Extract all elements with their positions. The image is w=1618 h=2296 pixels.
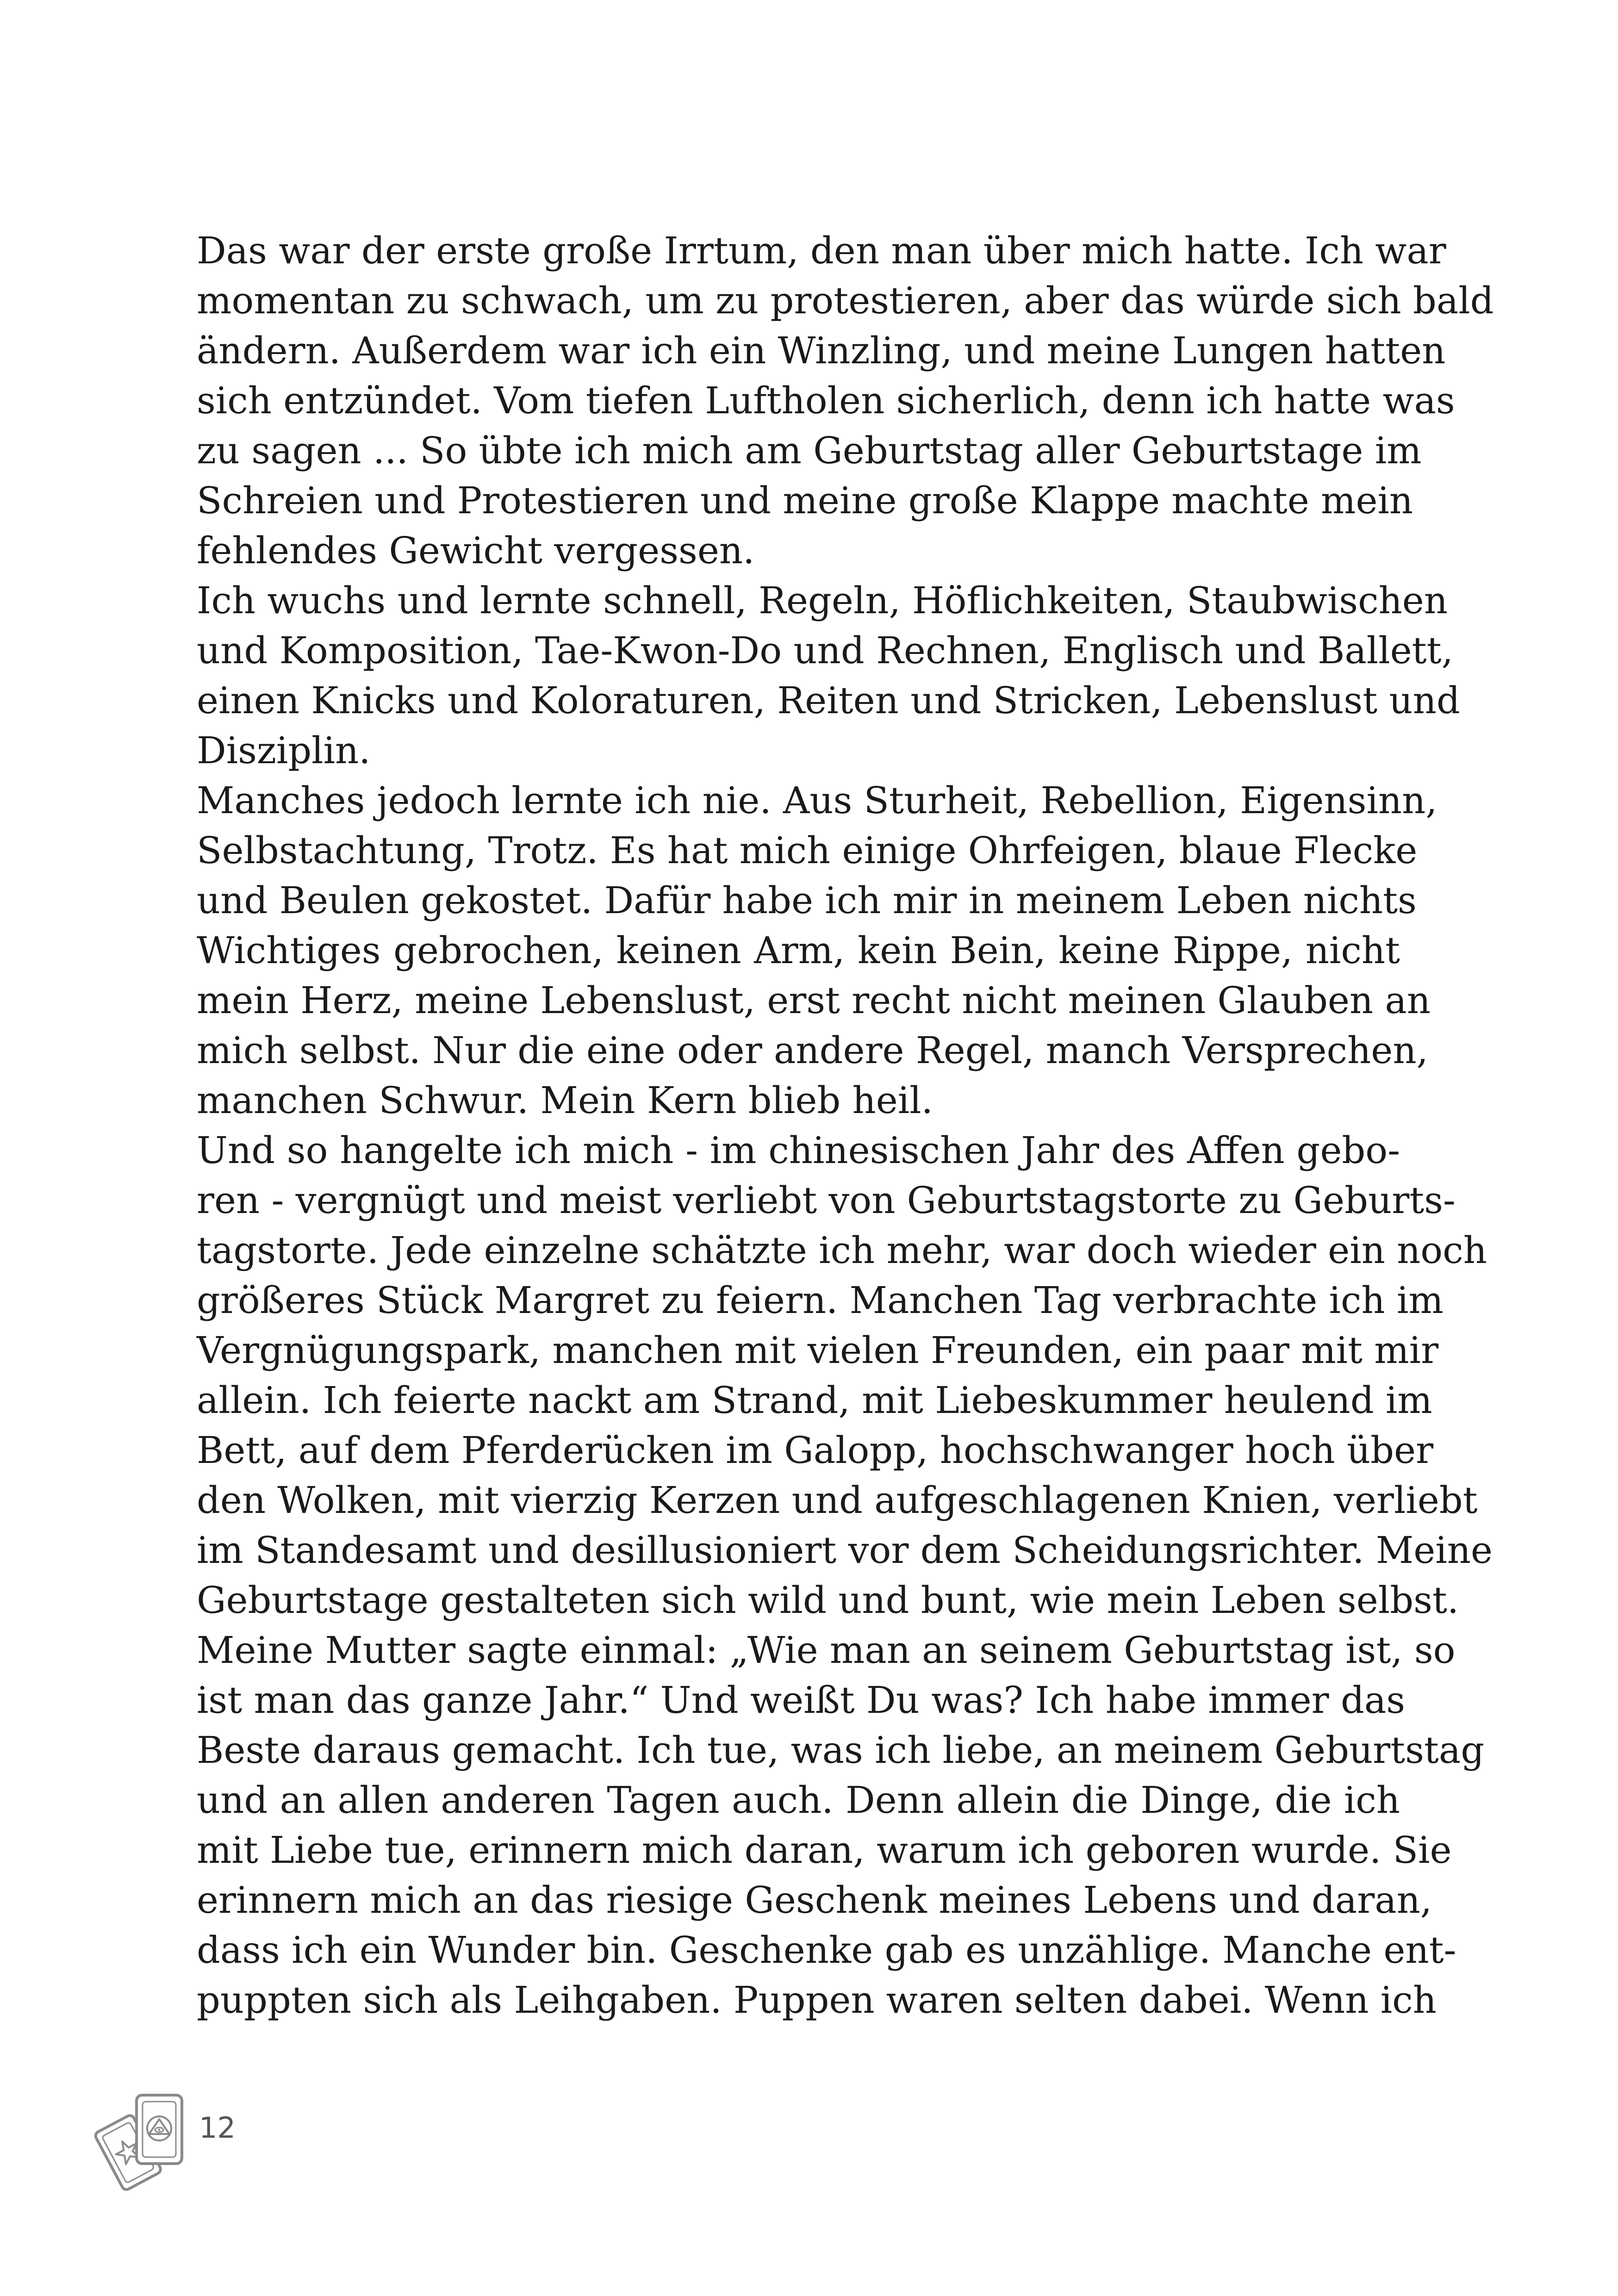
text-line: Das war der erste große Irrtum, den man über mich hatte. Ich war bbox=[197, 229, 1446, 272]
text-line: ist man das ganze Jahr.“ Und weißt Du was? Ich habe immer das bbox=[197, 1679, 1406, 1722]
text-line: größeres Stück Margret zu feiern. Manchen Tag verbrachte ich im bbox=[197, 1279, 1444, 1322]
text-line: einen Knicks und Koloraturen, Reiten und Stricken, Lebenslust und bbox=[197, 679, 1460, 722]
text-line: manchen Schwur. Mein Kern blieb heil. bbox=[197, 1079, 933, 1122]
text-line: mein Herz, meine Lebenslust, erst recht nicht meinen Glauben an bbox=[197, 979, 1431, 1022]
text-line: Selbstachtung, Trotz. Es hat mich einige Ohrfeigen, blaue Flecke bbox=[197, 829, 1418, 872]
text-line: Disziplin. bbox=[197, 729, 371, 772]
page-number: 12 bbox=[199, 2111, 236, 2145]
text-line: Und so hangelte ich mich - im chinesischen Jahr des Affen gebo- bbox=[197, 1129, 1400, 1172]
text-line: den Wolken, mit vierzig Kerzen und aufgeschlagenen Knien, verliebt bbox=[197, 1479, 1478, 1522]
body-text bbox=[197, 226, 1494, 2025]
text-line: Geburtstage gestalteten sich wild und bunt, wie mein Leben selbst. bbox=[197, 1579, 1459, 1622]
text-line: Beste daraus gemacht. Ich tue, was ich liebe, an meinem Geburtstag bbox=[197, 1729, 1485, 1772]
text-line: Vergnügungspark, manchen mit vielen Freunden, ein paar mit mir bbox=[197, 1329, 1439, 1372]
text-line: tagstorte. Jede einzelne schätzte ich mehr, war doch wieder ein noch bbox=[197, 1229, 1487, 1272]
text-line: sich entzündet. Vom tiefen Luftholen sicherlich, denn ich hatte was bbox=[197, 379, 1455, 422]
text-line: Schreien und Protestieren und meine große Klappe machte mein bbox=[197, 479, 1413, 522]
text-line: puppten sich als Leihgaben. Puppen waren selten dabei. Wenn ich bbox=[197, 1979, 1437, 2022]
text-line: allein. Ich feierte nackt am Strand, mit Liebeskummer heulend im bbox=[197, 1379, 1432, 1422]
text-line: zu sagen ... So übte ich mich am Geburtstag aller Geburtstage im bbox=[197, 429, 1422, 472]
text-line: und Komposition, Tae-Kwon-Do und Rechnen, Englisch und Ballett, bbox=[197, 629, 1453, 672]
text-line: ändern. Außerdem war ich ein Winzling, und meine Lungen hatten bbox=[197, 329, 1446, 372]
text-line: mich selbst. Nur die eine oder andere Regel, manch Versprechen, bbox=[197, 1029, 1428, 1072]
text-line: momentan zu schwach, um zu protestieren, aber das würde sich bald bbox=[197, 279, 1494, 322]
text-line: fehlendes Gewicht vergessen. bbox=[197, 529, 755, 572]
text-line: dass ich ein Wunder bin. Geschenke gab es unzählige. Manche ent- bbox=[197, 1929, 1456, 1972]
text-line: Ich wuchs und lernte schnell, Regeln, Höflichkeiten, Staubwischen bbox=[197, 579, 1448, 622]
text-line: ren - vergnügt und meist verliebt von Geburtstagstorte zu Geburts- bbox=[197, 1179, 1456, 1222]
text-line: und Beulen gekostet. Dafür habe ich mir in meinem Leben nichts bbox=[197, 879, 1417, 922]
text-line: Meine Mutter sagte einmal: „Wie man an seinem Geburtstag ist, so bbox=[197, 1629, 1456, 1672]
text-line: mit Liebe tue, erinnern mich daran, warum ich geboren wurde. Sie bbox=[197, 1829, 1452, 1872]
text-line: im Standesamt und desillusioniert vor dem Scheidungsrichter. Meine bbox=[197, 1529, 1493, 1572]
text-line: Manches jedoch lernte ich nie. Aus Sturheit, Rebellion, Eigensinn, bbox=[197, 779, 1438, 822]
text-line: Wichtiges gebrochen, keinen Arm, kein Bein, keine Rippe, nicht bbox=[197, 929, 1400, 972]
tarot-cards-icon bbox=[90, 2085, 192, 2191]
text-line: Bett, auf dem Pferderücken im Galopp, hochschwanger hoch über bbox=[197, 1429, 1434, 1472]
text-line: und an allen anderen Tagen auch. Denn allein die Dinge, die ich bbox=[197, 1779, 1400, 1822]
text-line: erinnern mich an das riesige Geschenk meines Lebens und daran, bbox=[197, 1879, 1432, 1922]
